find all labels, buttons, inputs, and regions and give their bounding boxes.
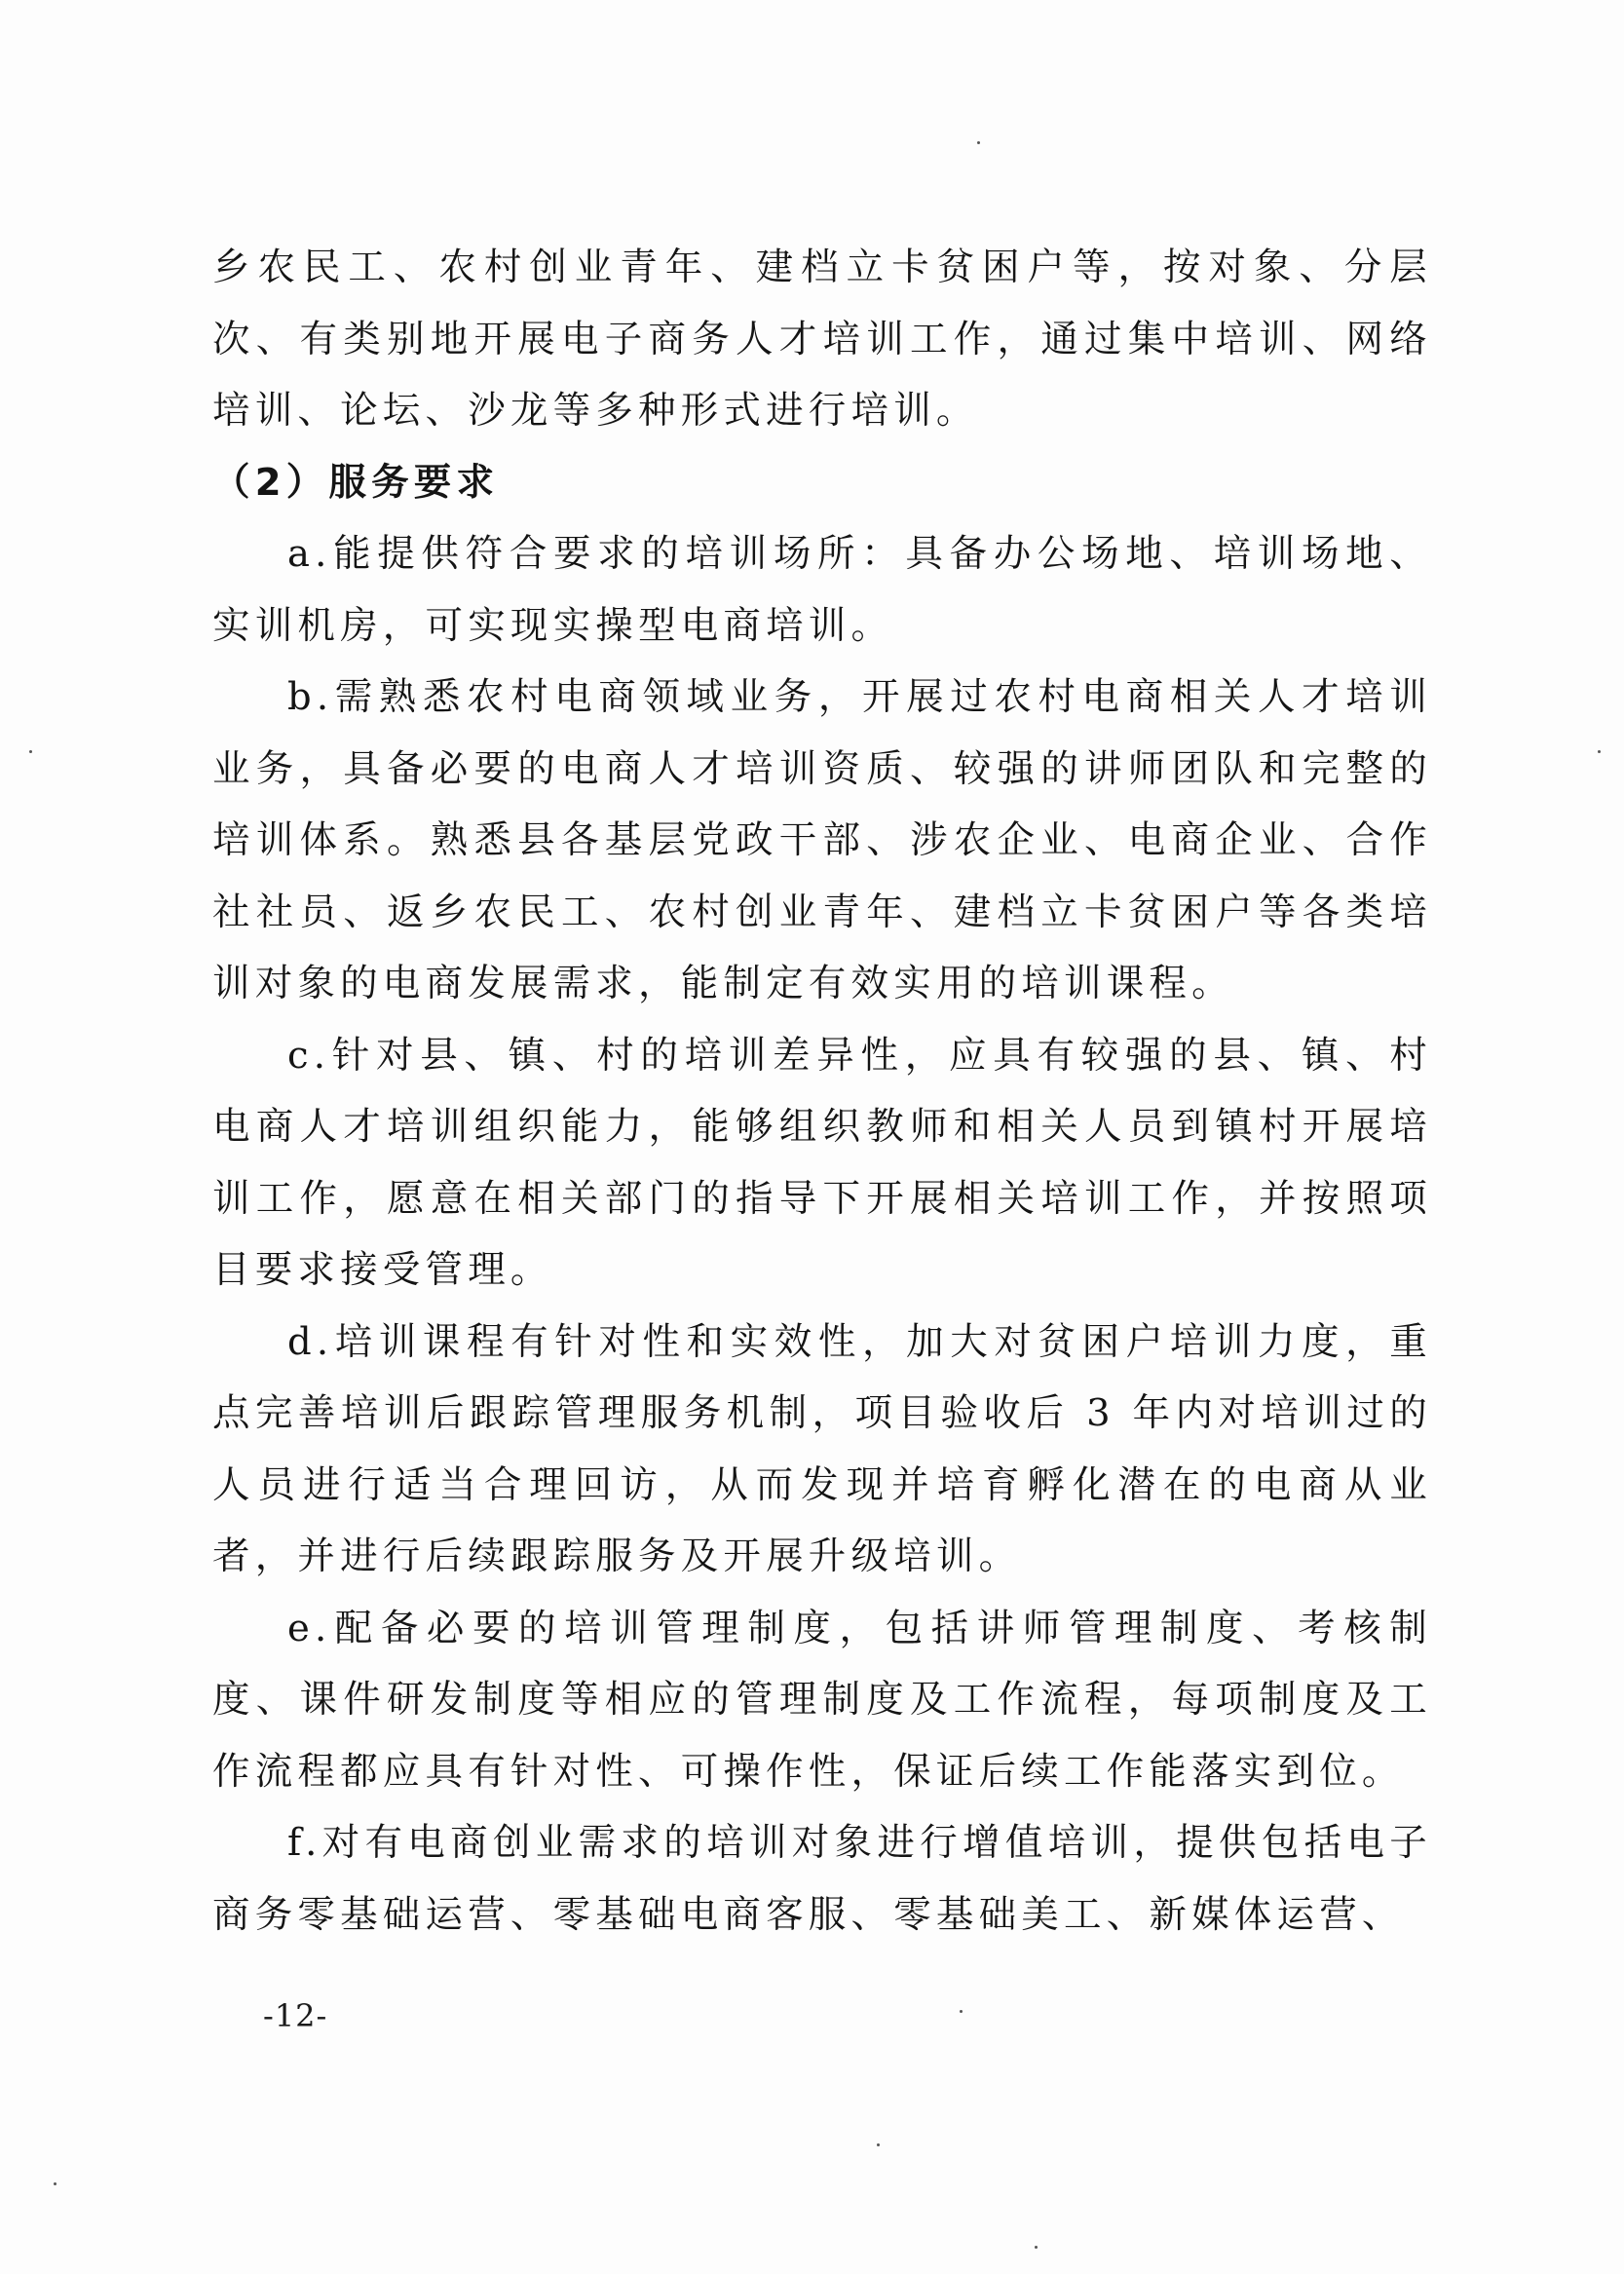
- paragraph-continuation: 乡农民工、农村创业青年、建档立卡贫困户等，按对象、分层次、有类别地开展电子商务人才培训工作，通过集中培训、网络培训、论坛、沙龙等多种形式进行培训。: [212, 246, 1432, 433]
- scan-speck: [1035, 2246, 1038, 2249]
- scan-speck: [29, 750, 32, 753]
- paragraph-item-c: c.针对县、镇、村的培训差异性，应具有较强的县、镇、村电商人才培训组织能力，能够组织教师和相关人员到镇村开展培训工作，愿意在相关部门的指导下开展相关培训工作，并按照项目要求接受管理。: [212, 1033, 1432, 1292]
- document-body: [212, 232, 1432, 1951]
- paragraph-item-e: e.配备必要的培训管理制度，包括讲师管理制度、考核制度、课件研发制度等相应的管理制度及工作流程，每项制度及工作流程都应具有针对性、可操作性，保证后续工作能落实到位。: [212, 1606, 1432, 1794]
- section-heading: （2）服务要求: [212, 460, 500, 505]
- scan-speck: [1598, 750, 1601, 753]
- paragraph-item-f: f.对有电商创业需求的培训对象进行增值培训，提供包括电子商务零基础运营、零基础电商客服、零基础美工、新媒体运营、: [212, 1821, 1432, 1937]
- paragraph-item-b: b.需熟悉农村电商领域业务，开展过农村电商相关人才培训业务，具备必要的电商人才培训资质、较强的讲师团队和完整的培训体系。熟悉县各基层党政干部、涉农企业、电商企业、合作社社员、返乡农民工、农村创业青年、建档立卡贫困户等各类培训对象的电商发展需求，能制定有效实用的培训课程。: [212, 675, 1432, 1005]
- scan-speck: [54, 2182, 57, 2185]
- scan-speck: [960, 2010, 963, 2013]
- paragraph-item-d: d.培训课程有针对性和实效性，加大对贫困户培训力度，重点完善培训后跟踪管理服务机制，项目验收后 3 年内对培训过的人员进行适当合理回访，从而发现并培育孵化潜在的电商从业者，并进行后续跟踪服务及开展升级培训。: [212, 1319, 1432, 1578]
- scan-speck: [877, 2143, 880, 2146]
- paragraph-item-a: a.能提供符合要求的培训场所：具备办公场地、培训场地、实训机房，可实现实操型电商培训。: [212, 532, 1432, 648]
- scan-speck: [977, 141, 980, 144]
- page-number: -12-: [263, 1997, 328, 2034]
